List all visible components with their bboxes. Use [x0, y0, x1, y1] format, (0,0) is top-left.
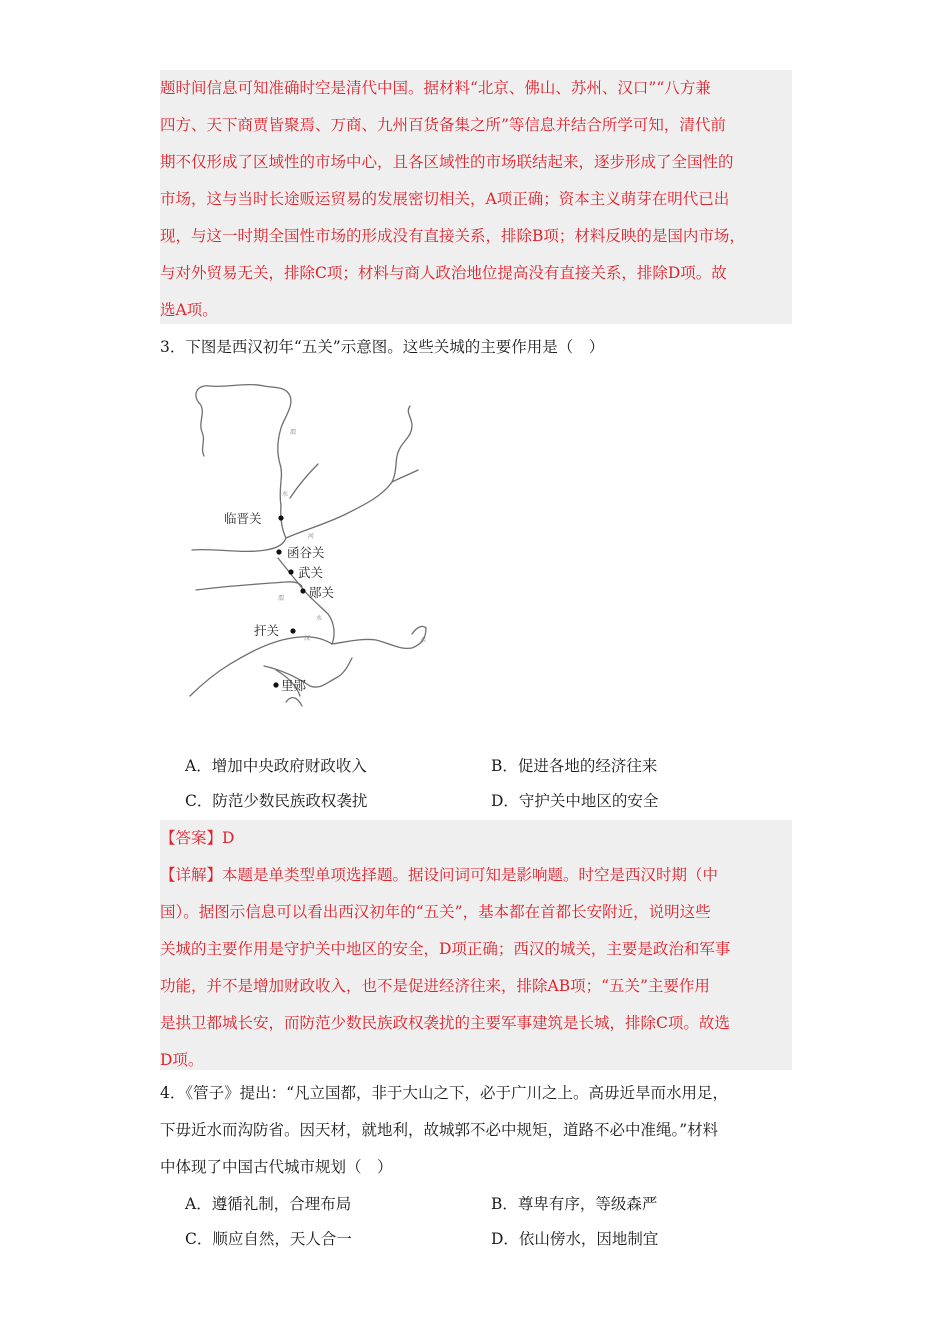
map-label-yun: 郧关: [309, 585, 335, 600]
q3-option-b: B．促进各地的经济往来: [491, 757, 658, 775]
q2-explanation-line: 现，与这一时期全国性市场的形成没有直接关系，排除B项；材料反映的是国内市场，: [160, 227, 745, 245]
q3-option-c: C．防范少数民族政权袭扰: [185, 792, 368, 810]
river-mark: 渭: [290, 429, 297, 436]
q4-option-c: C．顺应自然，天人合一: [185, 1230, 352, 1248]
pass-marker-hangu: [276, 549, 281, 554]
river-line: [286, 698, 302, 706]
q3-explanation-line: 【详解】本题是单类型单项选择题。据设问词可知是影响题。时空是西汉时期（中: [160, 866, 719, 884]
wei-river-line: [192, 538, 286, 551]
q2-explanation-line: 与对外贸易无关，排除C项；材料与商人政治地位提高没有直接关系，排除D项。故: [160, 264, 727, 282]
q2-explanation-line: 期不仅形成了区域性的市场中心，且各区域性的市场联结起来，逐步形成了全国性的: [160, 153, 734, 171]
map-label-linjin: 临晋关: [224, 511, 262, 526]
pass-marker-wu: [288, 569, 293, 574]
q3-explanation-line: 国）。据图示信息可以看出西汉初年的“五关”，基本都在首都长安附近，说明这些: [160, 903, 711, 921]
river-mark: 河: [308, 533, 315, 540]
q4-stem-line: 中体现了中国古代城市规划（ ）: [160, 1158, 393, 1176]
river-mark: 汉: [304, 635, 311, 642]
river-line: [190, 637, 332, 696]
q2-explanation-line: 四方、天下商贾皆聚焉、万商、九州百货备集之所”等信息并结合所学可知，清代前: [160, 116, 726, 134]
q3-option-a: A．增加中央政府财政收入: [185, 757, 367, 775]
q3-explanation-line: 功能，并不是增加财政收入，也不是促进经济往来，排除AB项；“五关”主要作用: [160, 977, 710, 995]
q2-explanation: [160, 70, 792, 324]
pass-marker-liyun: [273, 682, 278, 687]
q4-option-a: A．遵循礼制，合理布局: [185, 1195, 352, 1213]
river-mark: 水: [316, 615, 323, 622]
river-line: [332, 626, 426, 648]
q2-explanation-line: 选A项。: [160, 301, 218, 319]
q3-explanation-line: 关城的主要作用是守护关中地区的安全，D项正确；西汉的城关，主要是政治和军事: [160, 940, 731, 958]
pass-marker-linjin: [278, 515, 283, 520]
river-mark: 渭: [278, 595, 285, 602]
q4-stem: [160, 1075, 792, 1186]
q4-option-d: D．依山傍水，因地制宜: [491, 1230, 659, 1248]
map-label-han: 扞关: [254, 623, 280, 638]
five-passes-map: [186, 378, 438, 724]
q4-stem-line: 4．《管子》提出：“凡立国都，非于大山之下，必于广川之上。高毋近旱而水用足，: [160, 1084, 729, 1102]
q3-answer: 【答案】D: [160, 829, 235, 847]
yellow-river-line: [196, 385, 291, 506]
yellow-river-line: [281, 506, 286, 538]
river-line: [286, 406, 412, 538]
q4-option-b: B．尊卑有序，等级森严: [491, 1195, 658, 1213]
map-label-hangu: 函谷关: [287, 545, 325, 560]
q3-explanation: [160, 820, 792, 1070]
pass-marker-han: [290, 628, 295, 633]
map-label-wu: 武关: [298, 565, 324, 580]
q4-stem-line: 下毋近水而沟防省。因天材，就地利，故城郭不必中规矩，道路不必中准绳。”材料: [160, 1121, 719, 1139]
pass-marker-yun: [300, 588, 305, 593]
q3-explanation-line: D项。: [160, 1051, 204, 1069]
q2-explanation-line: 市场，这与当时长途贩运贸易的发展密切相关，A项正确；资本主义萌芽在明代已出: [160, 190, 730, 208]
q3-explanation-line: 是拱卫都城长安，而防范少数民族政权袭扰的主要军事建筑是长城，排除C项。故选: [160, 1014, 730, 1032]
map-label-liyun: 里郧: [281, 678, 307, 693]
river-mark: 水: [282, 491, 289, 498]
river-mark: 水: [420, 637, 427, 644]
q2-explanation-line: 题时间信息可知准确时空是清代中国。据材料“北京、佛山、苏州、汉口”“八方兼: [160, 79, 711, 97]
q3-option-d: D．守护关中地区的安全: [491, 792, 659, 810]
q3-stem: 3．下图是西汉初年“五关”示意图。这些关城的主要作用是（ ）: [160, 338, 605, 356]
river-line: [392, 470, 418, 482]
river-line: [290, 464, 318, 498]
river-line: [196, 582, 302, 590]
